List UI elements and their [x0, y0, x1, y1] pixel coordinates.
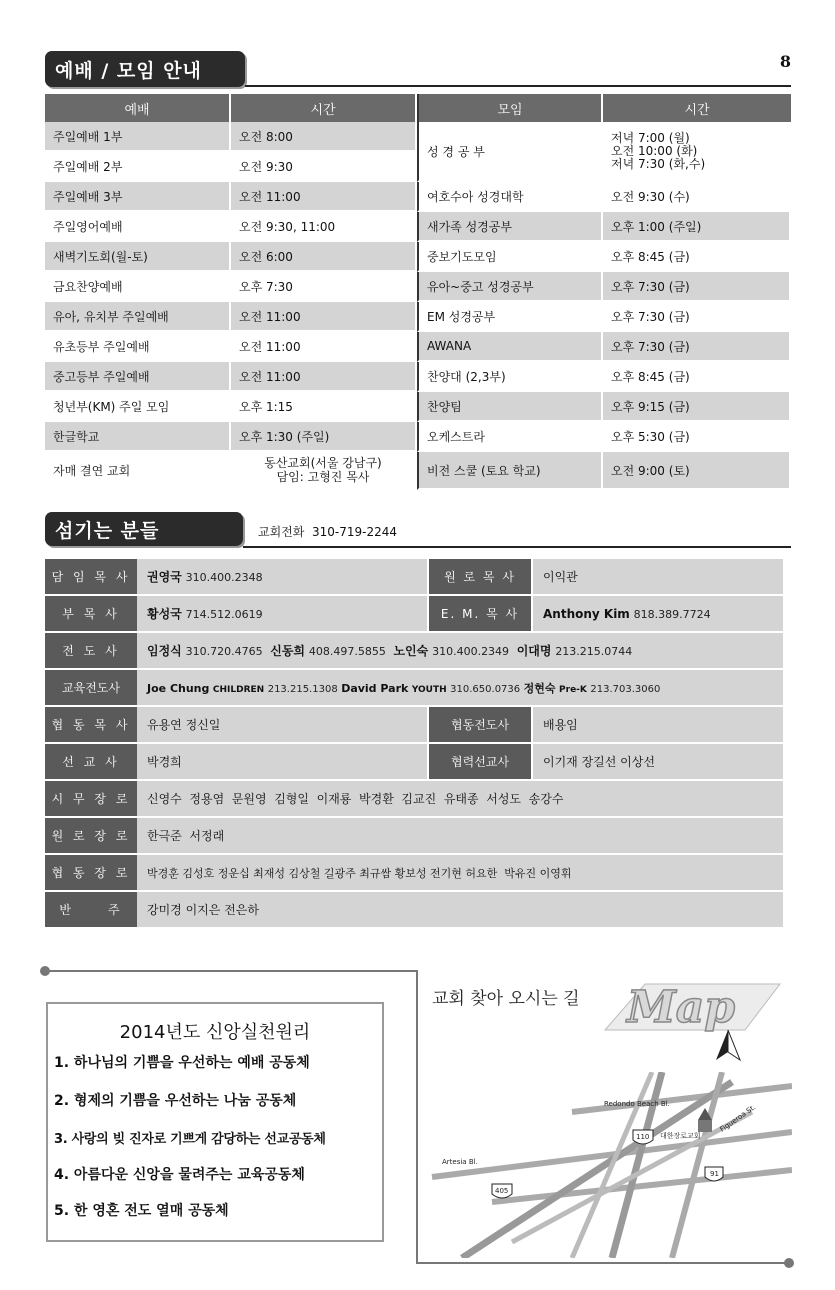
header-time: 시간	[603, 94, 791, 122]
worship-time: 동산교회(서울 강남구) 담임: 고형진 목사	[231, 452, 417, 490]
meeting-time: 오후 7:30 (금)	[603, 272, 791, 302]
worship-name: 청년부(KM) 주일 모임	[45, 392, 231, 422]
section-title-text: 예배 / 모임 안내	[55, 59, 202, 82]
svg-text:110: 110	[636, 1133, 650, 1141]
staff-role: 전 도 사	[45, 633, 137, 668]
worship-time: 오후 7:30	[231, 272, 417, 302]
table-row	[45, 892, 783, 927]
header-meeting: 모임	[417, 94, 603, 122]
staff-value: 이기재 장길선 이상선	[531, 744, 783, 779]
meeting-name: 유아~중고 성경공부	[417, 272, 603, 302]
staff-value: 권영국 310.400.2348	[137, 559, 427, 594]
worship-name: 한글학교	[45, 422, 231, 452]
frame-line-vertical	[416, 970, 418, 1264]
staff-value: 임정식 310.720.4765 신동희 408.497.5855 노인숙 310.400.2349 이대명 213.215.0744	[137, 633, 783, 668]
map-title: 교회 찾아 오시는 길	[432, 989, 580, 1009]
table-row	[45, 182, 791, 212]
table-row	[45, 452, 791, 490]
principle-item: 5. 한 영혼 전도 열매 공동체	[54, 1203, 229, 1219]
worship-time: 오전 11:00	[231, 362, 417, 392]
worship-name: 새벽기도회(월-토)	[45, 242, 231, 272]
staff-value: 황성국 714.512.0619	[137, 596, 427, 631]
worship-name: 주일예배 1부	[45, 122, 231, 152]
meeting-name: 비전 스쿨 (토요 학교)	[417, 452, 603, 490]
meeting-time: 오전 9:00 (토)	[603, 452, 791, 490]
meeting-name: AWANA	[417, 332, 603, 362]
map-label-figueroa: Figueroa St.	[718, 1103, 758, 1134]
table-row	[45, 744, 783, 779]
meeting-time: 오후 9:15 (금)	[603, 392, 791, 422]
church-phone	[258, 523, 397, 540]
meeting-name: 새가족 성경공부	[417, 212, 603, 242]
worship-time: 오전 11:00	[231, 182, 417, 212]
road-map	[422, 1072, 792, 1258]
map-label-redondo: Redondo Beach Bl.	[604, 1100, 670, 1108]
map-label-artesia: Artesia Bl.	[442, 1158, 478, 1166]
staff-role: 담 임 목 사	[45, 559, 137, 594]
table-row	[45, 332, 791, 362]
staff-role: 협동전도사	[427, 707, 531, 742]
table-row	[45, 212, 791, 242]
worship-name: 유아, 유치부 주일예배	[45, 302, 231, 332]
meeting-name: 오케스트라	[417, 422, 603, 452]
worship-name: 중고등부 주일예배	[45, 362, 231, 392]
meeting-time: 오전 9:30 (수)	[603, 182, 791, 212]
worship-name: 금요찬양예배	[45, 272, 231, 302]
staff-role: 선 교 사	[45, 744, 137, 779]
header-worship: 예배	[45, 94, 231, 122]
church-phone-label: 교회전화	[258, 525, 305, 539]
meeting-time: 저녁 7:00 (월) 오전 10:00 (화) 저녁 7:30 (화,수)	[603, 122, 791, 182]
worship-name: 주일예배 3부	[45, 182, 231, 212]
meeting-time: 오후 5:30 (금)	[603, 422, 791, 452]
meeting-name: 성 경 공 부	[417, 122, 603, 182]
worship-name: 자매 결연 교회	[45, 452, 231, 490]
staff-role: 부 목 사	[45, 596, 137, 631]
meeting-name: 찬양팀	[417, 392, 603, 422]
staff-value: 박경훈 김성호 정운십 최재성 김상철 길광주 최규쌈 황보성 전기현 허요한 박유진 이영휘	[137, 855, 783, 890]
svg-text:405: 405	[495, 1187, 509, 1195]
map-logo-text: Map	[627, 982, 735, 1033]
staff-role: 협 동 장 로	[45, 855, 137, 890]
page-number: 8	[779, 52, 791, 71]
worship-name: 유초등부 주일예배	[45, 332, 231, 362]
table-row	[45, 422, 791, 452]
staff-role: E. M. 목 사	[427, 596, 531, 631]
table-header-row	[45, 94, 791, 122]
staff-role: 협력선교사	[427, 744, 531, 779]
meeting-time: 오후 8:45 (금)	[603, 362, 791, 392]
staff-role: 반 주	[45, 892, 137, 927]
table-row	[45, 392, 791, 422]
staff-role: 협 동 목 사	[45, 707, 137, 742]
svg-text:91: 91	[710, 1170, 719, 1178]
meeting-time: 오후 8:45 (금)	[603, 242, 791, 272]
worship-time: 오전 11:00	[231, 332, 417, 362]
map-label-church: 대한장로교회	[660, 1132, 701, 1140]
table-row	[45, 633, 783, 668]
table-row	[45, 818, 783, 853]
worship-time: 오후 1:15	[231, 392, 417, 422]
staff-value: 신영수 정용염 문원영 김형일 이재룡 박경환 김교진 유태종 서성도 송강수	[137, 781, 783, 816]
principle-item: 4. 아름다운 신앙을 물려주는 교육공동체	[54, 1167, 305, 1183]
meeting-name: EM 성경공부	[417, 302, 603, 332]
frame-dot-right	[784, 1258, 794, 1268]
frame-line-bottom	[416, 1262, 788, 1264]
staff-value: Joe Chung CHILDREN 213.215.1308 David Park YOUTH 310.650.0736 정현숙 Pre-K 213.703.3060	[137, 670, 783, 705]
staff-role: 원 로 장 로	[45, 818, 137, 853]
table-row	[45, 302, 791, 332]
section-title-staff	[45, 512, 243, 546]
worship-time: 오전 8:00	[231, 122, 417, 152]
hwy-110-shield	[633, 1130, 653, 1144]
staff-value: 유용연 정신일	[137, 707, 427, 742]
meeting-name: 중보기도모임	[417, 242, 603, 272]
staff-role: 교육전도사	[45, 670, 137, 705]
section-title-text: 섬기는 분들	[55, 519, 160, 542]
staff-value: 이익관	[531, 559, 783, 594]
principle-item: 1. 하나님의 기쁨을 우선하는 예배 공동체	[54, 1055, 310, 1071]
hwy-405-shield	[492, 1184, 512, 1198]
staff-value: 배용임	[531, 707, 783, 742]
principles-box	[46, 1002, 384, 1242]
staff-role: 원 로 목 사	[427, 559, 531, 594]
staff-value: 강미경 이지은 전은하	[137, 892, 783, 927]
worship-time: 오후 1:30 (주일)	[231, 422, 417, 452]
staff-value: Anthony Kim 818.389.7724	[531, 596, 783, 631]
section-rule	[245, 85, 791, 87]
worship-time: 오전 9:30, 11:00	[231, 212, 417, 242]
worship-time: 오전 11:00	[231, 302, 417, 332]
principles-title: 2014년도 신앙실천원리	[119, 1022, 311, 1043]
meeting-name: 찬양대 (2,3부)	[417, 362, 603, 392]
worship-schedule-table	[45, 94, 791, 490]
worship-time: 오전 6:00	[231, 242, 417, 272]
north-arrow-icon	[712, 1028, 744, 1064]
table-row	[45, 855, 783, 890]
staff-value: 한극준 서정래	[137, 818, 783, 853]
worship-name: 주일영어예배	[45, 212, 231, 242]
table-row	[45, 242, 791, 272]
map-logo	[585, 970, 790, 1040]
principle-item: 2. 형제의 기쁨을 우선하는 나눔 공동체	[54, 1093, 297, 1109]
church-phone-number: 310-719-2244	[312, 525, 398, 539]
staff-value: 박경희	[137, 744, 427, 779]
frame-line-top	[48, 970, 418, 972]
table-row	[45, 596, 783, 631]
worship-time: 오전 9:30	[231, 152, 417, 182]
table-row	[45, 670, 783, 705]
staff-role: 시 무 장 로	[45, 781, 137, 816]
principle-item: 3. 사랑의 빚 진자로 기쁘게 감당하는 선교공동체	[54, 1132, 326, 1147]
table-row	[45, 707, 783, 742]
table-row	[45, 781, 783, 816]
header-time: 시간	[231, 94, 417, 122]
meeting-time: 오후 7:30 (금)	[603, 302, 791, 332]
meeting-time: 오후 7:30 (금)	[603, 332, 791, 362]
table-row	[45, 559, 783, 594]
section-title-worship	[45, 51, 245, 87]
meeting-time: 오후 1:00 (주일)	[603, 212, 791, 242]
table-row	[45, 122, 791, 152]
table-row	[45, 272, 791, 302]
section-rule	[243, 546, 791, 548]
worship-name: 주일예배 2부	[45, 152, 231, 182]
hwy-91-shield	[705, 1167, 723, 1181]
meeting-name: 여호수아 성경대학	[417, 182, 603, 212]
table-row	[45, 362, 791, 392]
staff-table	[45, 557, 783, 929]
